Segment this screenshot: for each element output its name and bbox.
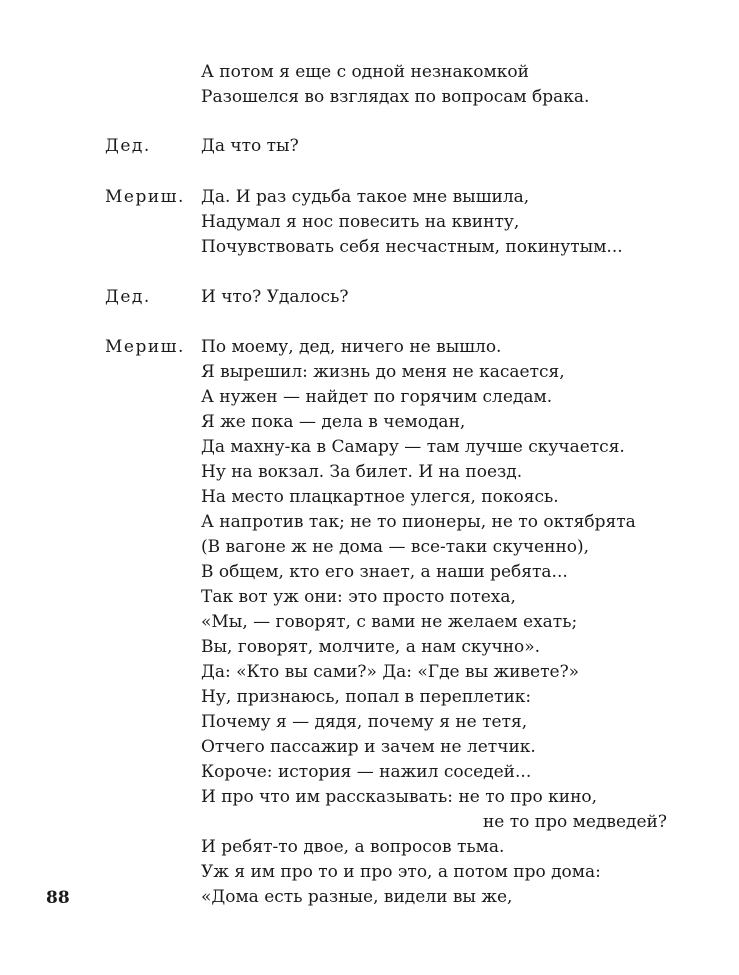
verse-lines (201, 134, 701, 159)
verse-line: И ребят-то двое, а вопросов тьма. (201, 837, 505, 857)
verse-line: Да. И раз судьба такое мне вышила, (201, 187, 530, 207)
verse-line: Я же пока — дела в чемодан, (201, 412, 466, 432)
verse-line: Так вот уж они: это просто потеха, (201, 587, 516, 607)
speaker-name: Мериш. (105, 337, 185, 357)
verse-line: По моему, дед, ничего не вышло. (201, 337, 502, 357)
verse-line: Надумал я нос повесить на квинту, (201, 212, 520, 232)
verse-line: И про что им рассказывать: не то про кино, (201, 787, 598, 807)
verse-line: А потом я еще с одной незнакомкой (201, 62, 529, 82)
verse-line: В общем, кто его знает, а наши ребята... (201, 562, 568, 582)
verse-lines (201, 185, 701, 260)
verse-line: «Мы, — говорят, с вами не желаем ехать; (201, 612, 578, 632)
verse-line-continuation: не то про медведей? (482, 812, 667, 832)
verse-line: Почему я — дядя, почему я не тетя, (201, 712, 528, 732)
verse-line: Почувствовать себя несчастным, покинутым... (201, 237, 623, 257)
verse-line: Вы, говорят, молчите, а нам скучно». (201, 637, 541, 657)
verse-line: Уж я им про то и про это, а потом про дома: (201, 862, 601, 882)
verse-line: Да: «Кто вы сами?» Да: «Где вы живете?» (201, 662, 580, 682)
verse-line: Короче: история — нажил соседей... (201, 762, 532, 782)
verse-line: И что? Удалось? (201, 287, 349, 307)
verse-line: Отчего пассажир и зачем не летчик. (201, 737, 536, 757)
page-number: 88 (46, 888, 70, 908)
verse-line: А напротив так; не то пионеры, не то октябрята (201, 512, 636, 532)
verse-line: «Дома есть разные, видели вы же, (201, 887, 513, 907)
verse-line: Да махну-ка в Самару — там лучше скучается. (201, 437, 625, 457)
verse-lines (201, 285, 701, 310)
verse-line: Я вырешил: жизнь до меня не касается, (201, 362, 565, 382)
verse-lines (201, 60, 701, 110)
verse-line: Ну на вокзал. За билет. И на поезд. (201, 462, 523, 482)
verse-line: А нужен — найдет по горячим следам. (201, 387, 553, 407)
verse-line: Разошелся во взглядах по вопросам брака. (201, 87, 590, 107)
speaker-name: Мериш. (105, 187, 185, 207)
speaker-name: Дед. (105, 136, 151, 156)
verse-lines (201, 335, 701, 910)
verse-line: Ну, признаюсь, попал в переплетик: (201, 687, 532, 707)
speaker-name: Дед. (105, 287, 151, 307)
verse-line: Да что ты? (201, 136, 299, 156)
verse-line: На место плацкартное улегся, покоясь. (201, 487, 559, 507)
verse-line: (В вагоне ж не дома — все-таки скученно), (201, 537, 590, 557)
